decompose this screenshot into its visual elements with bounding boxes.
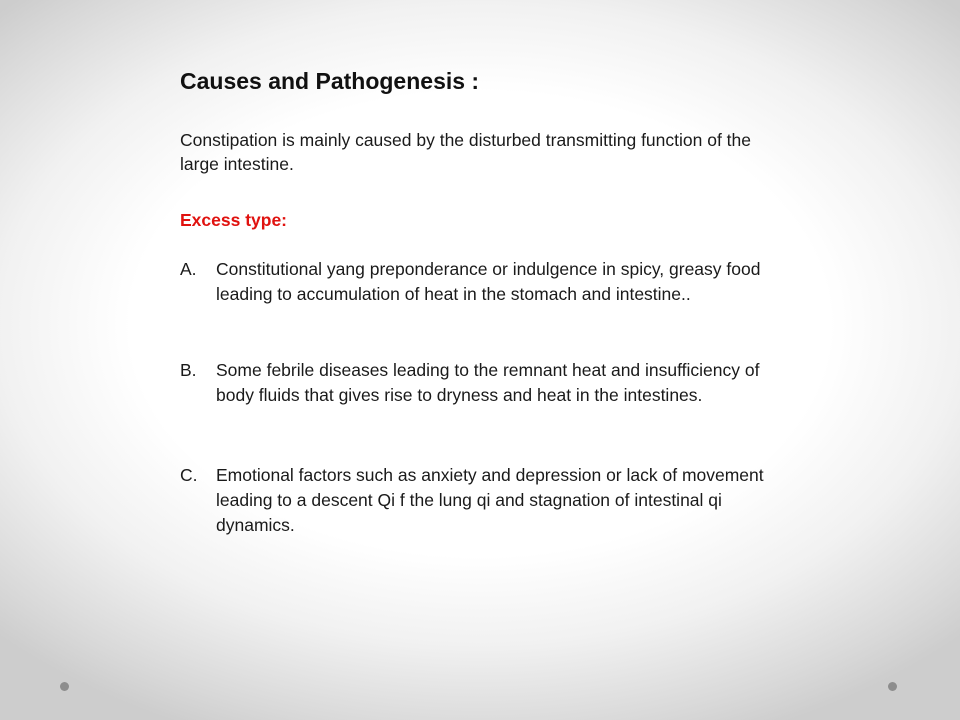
list-item-a [180, 257, 800, 307]
list-marker: C. [180, 465, 198, 485]
list-item-b [180, 358, 800, 408]
list-marker: A. [180, 259, 197, 279]
decorative-dot-left [60, 682, 69, 691]
list-item-text: Some febrile diseases leading to the remnant heat and insufficiency of body fluids that gives rise to dryness and heat in the intestines. [216, 360, 760, 405]
intro-paragraph: Constipation is mainly caused by the disturbed transmitting function of the large intestine. [180, 130, 752, 174]
decorative-dot-right [888, 682, 897, 691]
slide-title: Causes and Pathogenesis : [180, 68, 480, 94]
list-item-c [180, 463, 800, 538]
list-marker: B. [180, 360, 197, 380]
list-item-text: Constitutional yang preponderance or indulgence in spicy, greasy food leading to accumulation of heat in the stomach and intestine.. [216, 259, 761, 304]
list-item-text: Emotional factors such as anxiety and depression or lack of movement leading to a descent Qi f the lung qi and stagnation of intestinal qi dynamics. [216, 465, 764, 535]
excess-type-heading: Excess type: [180, 210, 288, 230]
